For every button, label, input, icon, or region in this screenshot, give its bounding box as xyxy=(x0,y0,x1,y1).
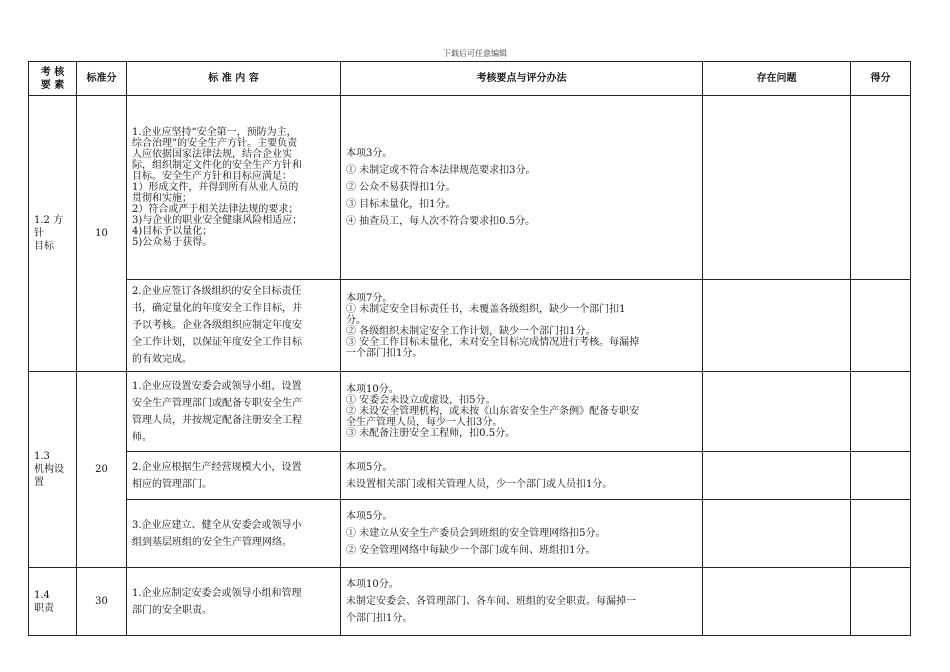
score-cell xyxy=(851,500,911,568)
text-line: ② 各级组织未制定安全工作计划，缺少一个部门扣1分。 xyxy=(346,325,596,337)
text-line: 分。 xyxy=(346,314,366,326)
score-cell xyxy=(851,280,911,372)
text-line: 综合治理”的安全生产方针。主要负责 xyxy=(132,138,298,149)
text-line: 1.企业应设置安委会或领导小组，设置 xyxy=(132,380,302,392)
text-line: 的有效完成。 xyxy=(132,354,192,365)
text-line: 际，组织制定文件化的安全生产方针和 xyxy=(132,160,302,171)
text-line: 考 核 xyxy=(40,66,65,78)
standard-score: 20 xyxy=(77,372,127,568)
text-line: ① 未制定安全目标责任书，未覆盖各级组织，缺少一个部门扣1 xyxy=(346,303,626,315)
text-line: 2.企业应根据生产经营规模大小，设置 xyxy=(132,461,302,473)
text-line: 本项5分。 xyxy=(346,461,393,473)
category-cell xyxy=(29,96,77,372)
header-score: 标准分 xyxy=(77,62,127,96)
table-row xyxy=(29,452,911,500)
text-line: 目标 xyxy=(34,241,54,252)
text-line: 机构设 xyxy=(34,464,64,475)
text-line: 贯彻和实施； xyxy=(132,193,192,204)
standard-content xyxy=(127,372,341,452)
header-std: 标 准 内 容 xyxy=(127,62,341,96)
header-method: 考核要点与评分办法 xyxy=(341,62,703,96)
text-line: 2.企业应签订各级组织的安全目标责任 xyxy=(132,286,302,297)
text-line: 本项3分。 xyxy=(346,148,393,159)
text-line: 全工作计划，以保证年度安全工作目标 xyxy=(132,337,302,348)
text-line: 1.企业应制定安委会或领导小组和管理 xyxy=(132,587,302,599)
scoring-method xyxy=(341,280,703,372)
table-row xyxy=(29,500,911,568)
text-line: 4)目标予以量化； xyxy=(132,226,213,237)
scoring-method xyxy=(341,568,703,636)
text-line: 本项10分。 xyxy=(346,384,399,395)
text-line: 本项7分。 xyxy=(346,292,393,304)
assessment-table xyxy=(28,61,911,636)
text-line: 未制定安委会、各管理部门、各车间、班组的安全职责。每漏掉一 xyxy=(346,596,636,607)
text-line: 部门的安全职责。 xyxy=(132,604,212,616)
header-row xyxy=(29,62,911,96)
text-line: ① 未建立从安全生产委员会到班组的安全管理网络扣5分。 xyxy=(346,528,606,539)
score-cell xyxy=(851,372,911,452)
text-line: 本项10分。 xyxy=(346,579,399,590)
text-line: 全生产管理人员，每少一人扣3分。 xyxy=(346,417,503,428)
text-line: 未设置相关部门或相关管理人员，少一个部门或人员扣1分。 xyxy=(346,478,613,490)
text-line: 予以考核。企业各级组织应制定年度安 xyxy=(132,320,302,331)
text-line: 3.企业应建立、健全从安委会或领导小 xyxy=(132,519,302,531)
text-line: 个部门扣1分。 xyxy=(346,613,413,624)
standard-content xyxy=(127,96,341,280)
text-line: 相应的管理部门。 xyxy=(132,478,212,490)
category-cell xyxy=(29,568,77,636)
text-line: 本项5分。 xyxy=(346,511,393,522)
text-line: 一个部门扣1分。 xyxy=(346,347,423,359)
text-line: ① 未制定或不符合本法律规范要求扣3分。 xyxy=(346,165,536,176)
score-cell xyxy=(851,452,911,500)
standard-content xyxy=(127,500,341,568)
issue-cell xyxy=(703,452,851,500)
standard-content xyxy=(127,452,341,500)
text-line: 职责 xyxy=(34,602,54,614)
text-line: 3)与企业的职业安全健康风险相适应； xyxy=(132,215,303,226)
scoring-method xyxy=(341,452,703,500)
text-line: 1.3 xyxy=(34,451,50,462)
table-row xyxy=(29,96,911,280)
text-line: 1.企业应坚持“安全第一，预防为主， xyxy=(132,127,297,138)
text-line: 人应依据国家法律法规，结合企业实 xyxy=(132,149,292,160)
text-line: ② 公众不易获得扣1分。 xyxy=(346,182,456,193)
header-got: 得分 xyxy=(851,62,911,96)
text-line: 2）符合或严于相关法律法规的要求； xyxy=(132,204,299,215)
issue-cell xyxy=(703,372,851,452)
scoring-method xyxy=(341,372,703,452)
text-line: ③ 目标未量化，扣1分。 xyxy=(346,199,456,210)
text-line: 安全生产管理部门或配备专职安全生产 xyxy=(132,397,302,409)
text-line: ③ 安全工作目标未量化，未对安全目标完成情况进行考核。每漏掉 xyxy=(346,336,640,348)
issue-cell xyxy=(703,280,851,372)
text-line: 1.2 方 xyxy=(34,215,64,226)
table-row xyxy=(29,280,911,372)
table-row xyxy=(29,568,911,636)
standard-score: 10 xyxy=(77,96,127,372)
text-line: ④ 抽查员工，每人次不符合要求扣0.5分。 xyxy=(346,216,536,227)
text-line: 管理人员，并按规定配备注册安全工程 xyxy=(132,414,302,426)
score-cell xyxy=(851,96,911,280)
header-cat xyxy=(29,62,77,96)
standard-content xyxy=(127,568,341,636)
text-line: 1.4 xyxy=(34,589,50,601)
text-line: ② 安全管理网络中每缺少一个部门或车间、班组扣1分。 xyxy=(346,545,596,556)
issue-cell xyxy=(703,96,851,280)
text-line: 要 素 xyxy=(40,79,65,91)
standard-score: 30 xyxy=(77,568,127,636)
text-line: 置 xyxy=(34,477,44,488)
text-line: ① 安委会未设立或虚设，扣5分。 xyxy=(346,395,496,406)
text-line: ② 未设安全管理机构，或未按《山东省安全生产条例》配备专职安 xyxy=(346,406,640,417)
text-line: ③ 未配备注册安全工程师，扣0.5分。 xyxy=(346,428,516,439)
issue-cell xyxy=(703,568,851,636)
text-line: 5)公众易于获得。 xyxy=(132,237,213,248)
score-cell xyxy=(851,568,911,636)
text-line: 书，确定量化的年度安全工作目标，并 xyxy=(132,303,302,314)
text-line: 目标。安全生产方针和目标应满足： xyxy=(132,171,292,182)
top-note: 下载后可任意编辑 xyxy=(443,49,507,58)
category-cell xyxy=(29,372,77,568)
text-line: 针 xyxy=(34,228,44,239)
text-line: 组到基层班组的安全生产管理网络。 xyxy=(132,536,292,548)
issue-cell xyxy=(703,500,851,568)
scoring-method xyxy=(341,96,703,280)
text-line: 1）形成文件，并得到所有从业人员的 xyxy=(132,182,299,193)
standard-content xyxy=(127,280,341,372)
text-line: 师。 xyxy=(132,431,152,443)
scoring-method xyxy=(341,500,703,568)
header-issue: 存在问题 xyxy=(703,62,851,96)
table-row xyxy=(29,372,911,452)
